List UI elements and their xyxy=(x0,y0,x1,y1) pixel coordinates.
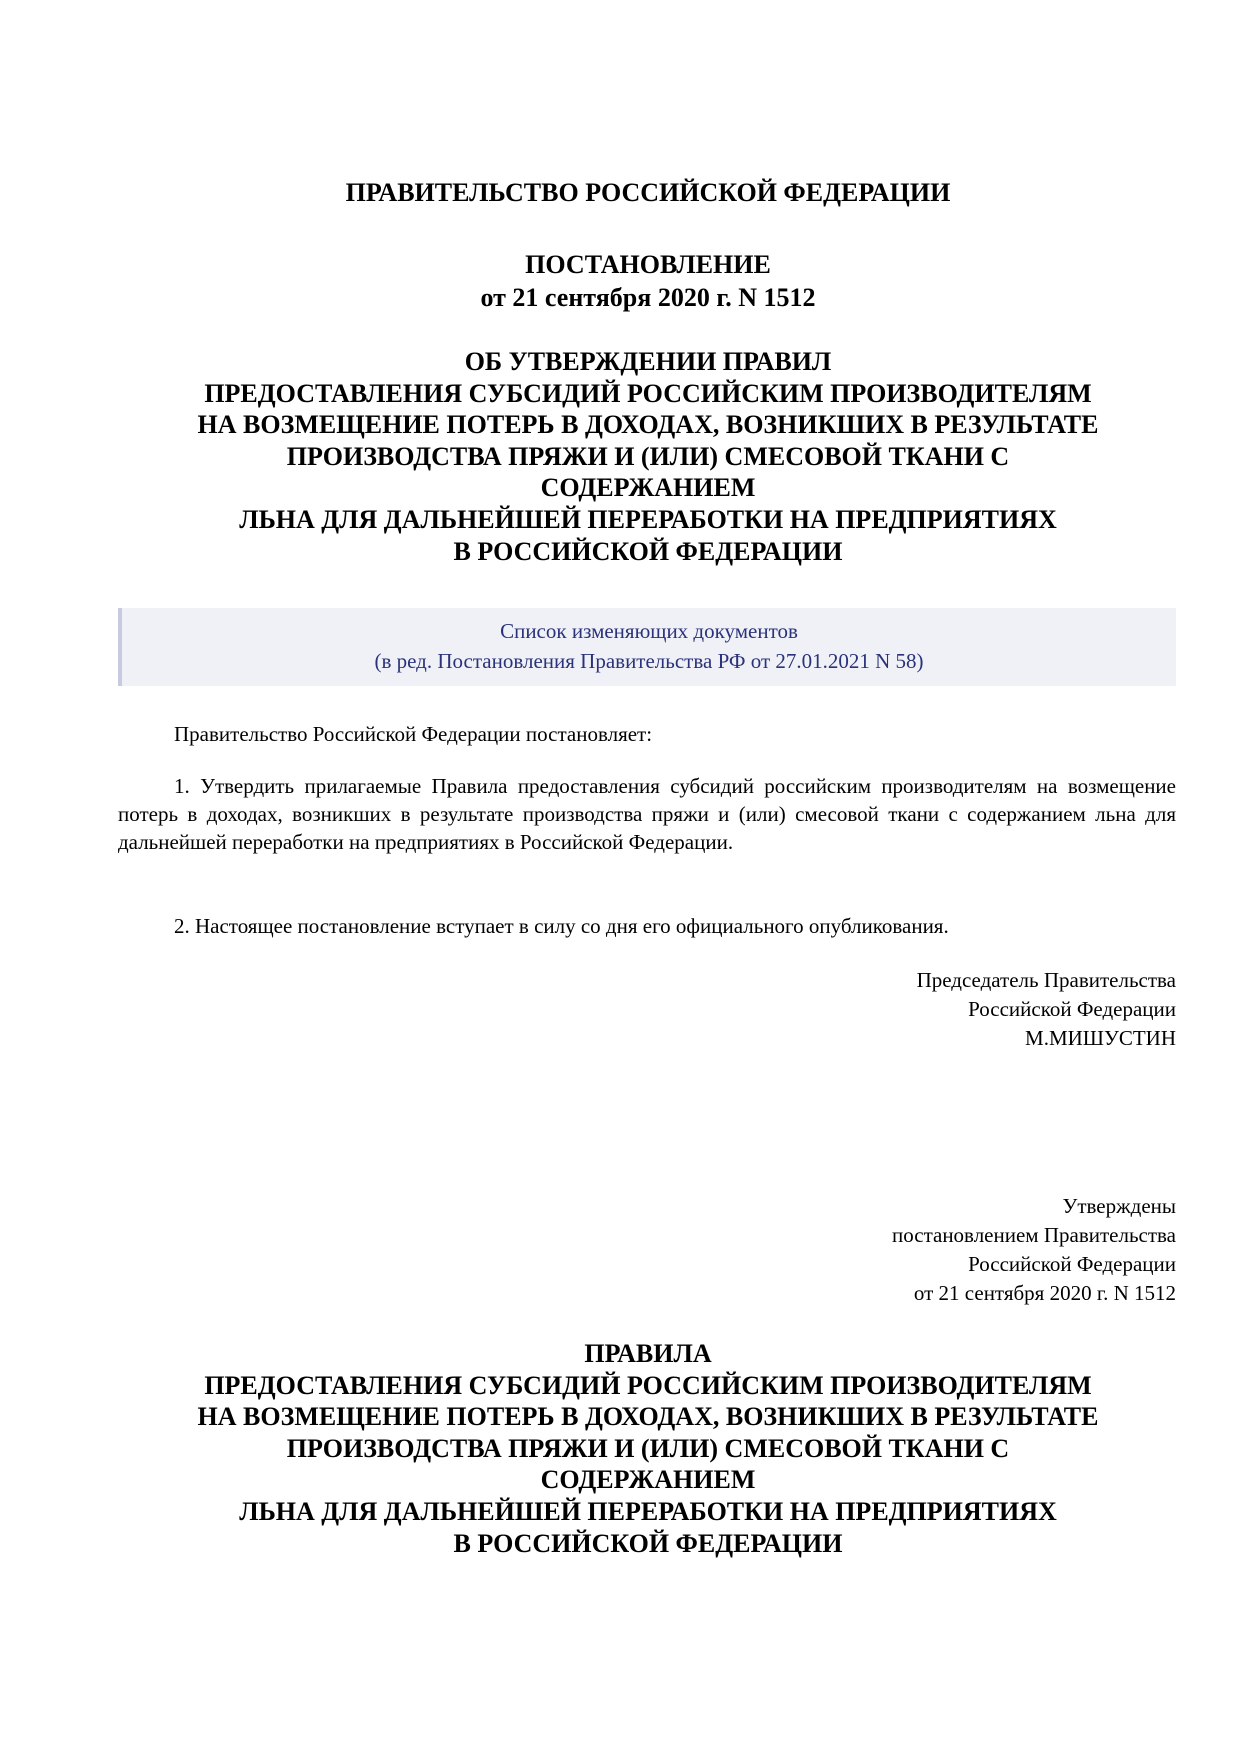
title-line: ПРЕДОСТАВЛЕНИЯ СУБСИДИЙ РОССИЙСКИМ ПРОИЗВОДИТЕЛЯМ xyxy=(204,378,1092,408)
changes-label: Список изменяющих документов xyxy=(500,619,798,643)
approval-date: от 21 сентября 2020 г. N 1512 xyxy=(913,1281,1176,1305)
item-1-paragraph: 1. Утвердить прилагаемые Правила предоставления субсидий российским производителям на возмещение потерь в доходах, возникших в результате производства пряжи и (или) смесовой ткани с содержанием льна для дальнейшей переработки на предприятиях в Российской Федерации. xyxy=(118,774,1176,854)
rules-line: НА ВОЗМЕЩЕНИЕ ПОТЕРЬ В ДОХОДАХ, ВОЗНИКШИХ В РЕЗУЛЬТАТЕ xyxy=(197,1402,1099,1432)
rules-line: В РОССИЙСКОЙ ФЕДЕРАЦИИ xyxy=(453,1528,843,1558)
approval-block xyxy=(600,1192,1176,1308)
rules-line: ПРАВИЛА xyxy=(584,1339,712,1368)
title-line: СОДЕРЖАНИЕМ xyxy=(540,473,756,503)
title-line: ОБ УТВЕРЖДЕНИИ ПРАВИЛ xyxy=(464,347,832,376)
approval-line: Российской Федерации xyxy=(968,1252,1176,1276)
title-line: ПРОИЗВОДСТВА ПРЯЖИ И (ИЛИ) СМЕСОВОЙ ТКАНИ С xyxy=(286,441,1010,471)
title-line: ЛЬНА ДЛЯ ДАЛЬНЕЙШЕЙ ПЕРЕРАБОТКИ НА ПРЕДПРИЯТИЯХ xyxy=(239,504,1057,534)
decree-date: от 21 сентября 2020 г. N 1512 xyxy=(480,283,816,312)
approval-line: Утверждены xyxy=(1062,1194,1176,1218)
decree-header xyxy=(118,248,1178,314)
approval-line: постановлением Правительства xyxy=(891,1223,1176,1247)
government-title: ПРАВИТЕЛЬСТВО РОССИЙСКОЙ ФЕДЕРАЦИИ xyxy=(345,178,951,207)
rules-heading xyxy=(118,1338,1178,1559)
rules-line: ПРЕДОСТАВЛЕНИЯ СУБСИДИЙ РОССИЙСКИМ ПРОИЗВОДИТЕЛЯМ xyxy=(204,1370,1092,1400)
rules-line: ЛЬНА ДЛЯ ДАЛЬНЕЙШЕЙ ПЕРЕРАБОТКИ НА ПРЕДПРИЯТИЯХ xyxy=(239,1496,1057,1526)
rules-line: ПРОИЗВОДСТВА ПРЯЖИ И (ИЛИ) СМЕСОВОЙ ТКАНИ С xyxy=(286,1433,1010,1463)
changes-edition-link[interactable]: (в ред. Постановления Правительства РФ от 27.01.2021 N 58) xyxy=(374,649,924,673)
rules-line: СОДЕРЖАНИЕМ xyxy=(540,1465,756,1495)
title-line: В РОССИЙСКОЙ ФЕДЕРАЦИИ xyxy=(453,536,843,566)
signature-name: М.МИШУСТИН xyxy=(1025,1026,1176,1050)
decree-type: ПОСТАНОВЛЕНИЕ xyxy=(525,250,771,279)
decree-title xyxy=(118,346,1178,567)
signature-block xyxy=(600,966,1176,1053)
changes-list-box xyxy=(118,608,1176,686)
intro-paragraph: Правительство Российской Федерации постановляет: xyxy=(174,722,653,746)
signature-position: Председатель Правительства xyxy=(916,968,1176,992)
signature-position-2: Российской Федерации xyxy=(968,997,1176,1021)
title-line: НА ВОЗМЕЩЕНИЕ ПОТЕРЬ В ДОХОДАХ, ВОЗНИКШИХ В РЕЗУЛЬТАТЕ xyxy=(197,410,1099,440)
item-2-paragraph: 2. Настоящее постановление вступает в силу со дня его официального опубликования. xyxy=(174,914,949,938)
